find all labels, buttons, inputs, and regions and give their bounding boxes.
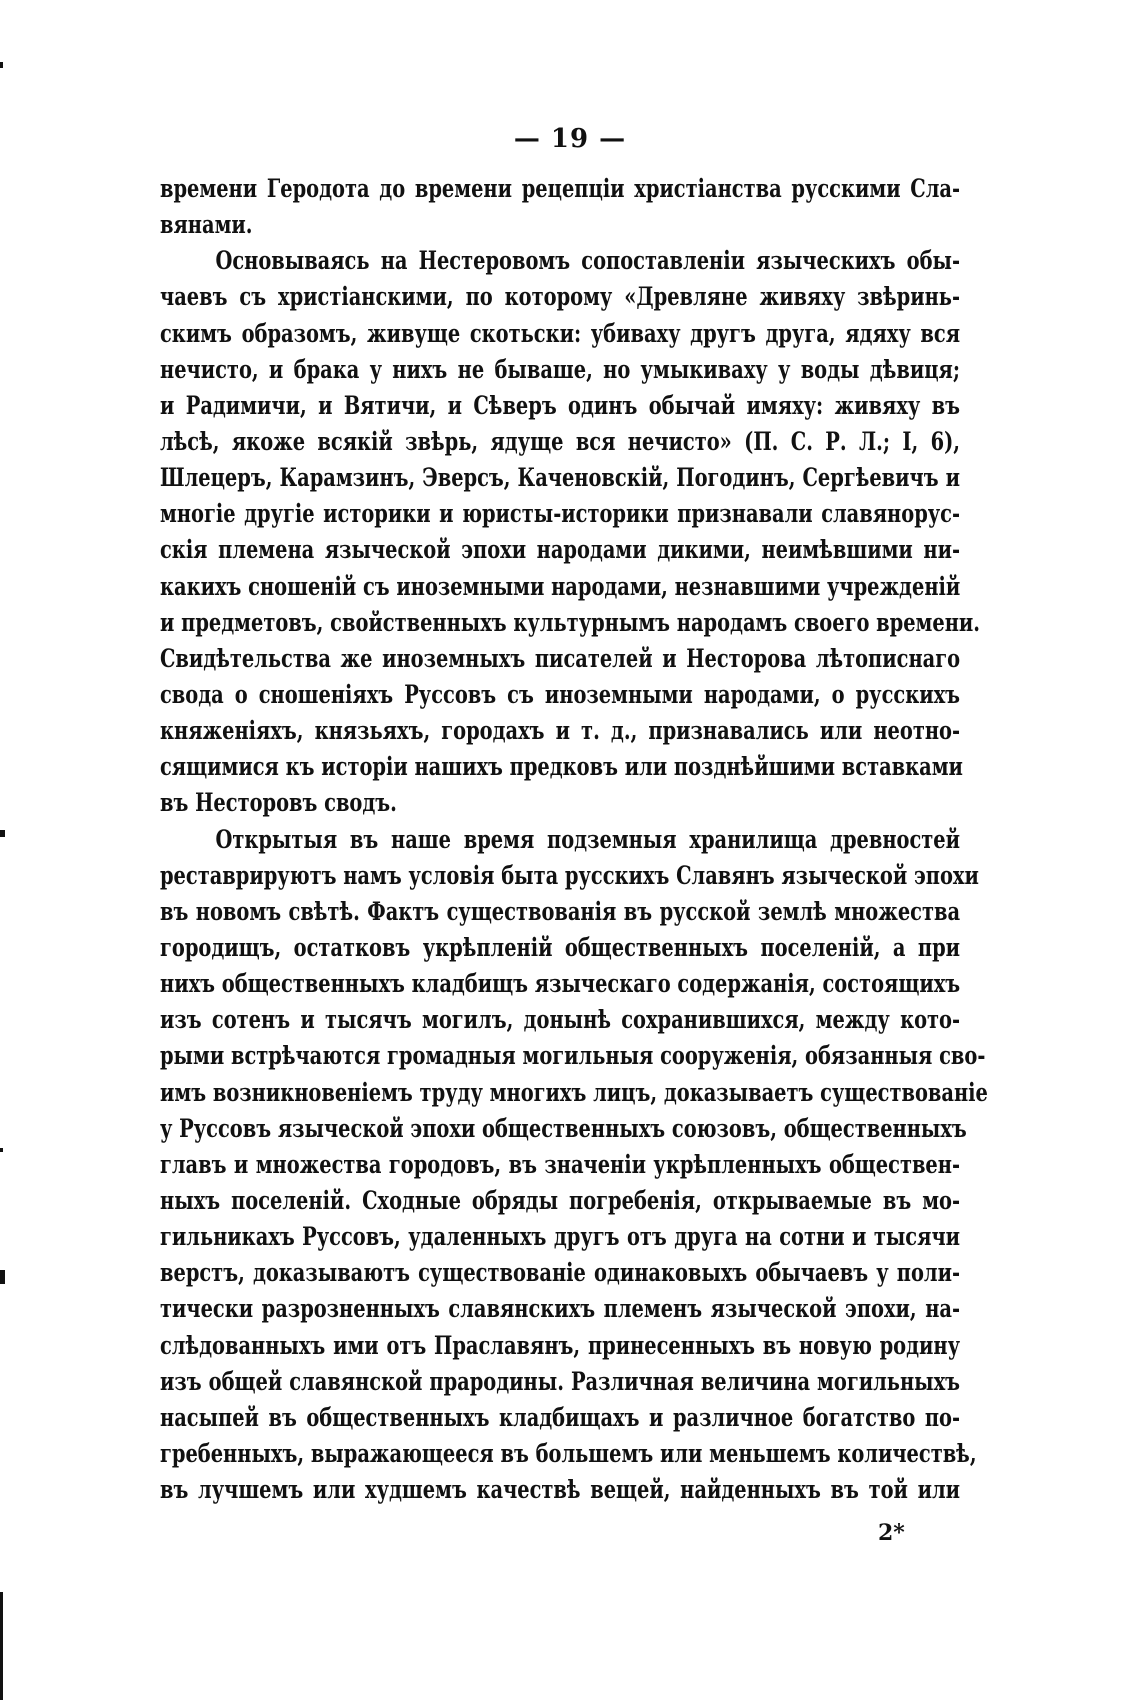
text-line: Шлецеръ, Карамзинъ, Эверсъ, Каченовскій, Погодинъ, Сергѣевичъ и — [160, 462, 961, 493]
scan-edge-mark — [0, 1270, 5, 1284]
text-line: въ лучшемъ или худшемъ качествѣ вещей, найденныхъ въ той или — [160, 1474, 961, 1505]
page-number: — 19 — — [513, 124, 627, 154]
text-line: изъ сотенъ и тысячъ могилъ, донынѣ сохранившихся, между кото- — [160, 1004, 961, 1035]
text-line: многіе другіе историки и юристы-историки признавали славянорус- — [160, 498, 961, 529]
text-line: времени Геродота до времени рецепціи христіанства русскими Сла- — [160, 173, 961, 203]
text-line: Свидѣтельства же иноземныхъ писателей и Несторова лѣтописнаго — [160, 642, 961, 673]
scan-edge-mark — [0, 62, 3, 68]
text-line: имъ возникновеніемъ труду многихъ лицъ, доказываетъ существованіе — [160, 1076, 988, 1107]
text-line: вянами. — [160, 209, 253, 240]
text-line: нихъ общественныхъ кладбищъ языческаго содержанія, состоящихъ — [160, 968, 961, 999]
text-line: скимъ образомъ, живуще скотьски: убиваху другъ друга, ядяху вся — [160, 317, 961, 348]
text-line: нечисто, и брака у нихъ не бываше, но умыкиваху у воды дѣвиця; — [160, 353, 961, 384]
text-line: тически разрозненныхъ славянскихъ племенъ языческой эпохи, на- — [160, 1293, 961, 1324]
text-line: ныхъ поселеній. Сходные обряды погребенія, открываемые въ мо- — [160, 1184, 961, 1215]
text-line: насыпей въ общественныхъ кладбищахъ и различное богатство по- — [160, 1401, 961, 1432]
signature-mark: 2* — [878, 1520, 905, 1546]
text-line: сящимися къ исторіи нашихъ предковъ или позднѣйшими вставками — [160, 751, 963, 782]
text-line: лѣсѣ, якоже всякій звѣрь, ядуще вся нечисто» (П. С. Р. Л.; I, 6), — [160, 425, 961, 456]
text-line: городищъ, остатковъ укрѣпленій общественныхъ поселеній, а при — [160, 931, 961, 962]
text-line: свода о сношеніяхъ Руссовъ съ иноземными народами, о русскихъ — [160, 678, 961, 709]
text-line: въ Несторовъ сводъ. — [160, 787, 397, 818]
scan-edge-mark — [0, 1148, 3, 1152]
text-line: какихъ сношеній съ иноземными народами, незнавшими учрежденій — [160, 570, 961, 601]
text-line: скія племена языческой эпохи народами дикими, неимѣвшими ни- — [160, 534, 961, 565]
text-line: чаевъ съ христіанскими, по которому «Древляне живяху звѣринь- — [160, 281, 961, 312]
text-line: Открытыя въ наше время подземныя хранилища древностей — [215, 823, 961, 854]
text-line: изъ общей славянской прародины. Различная величина могильныхъ — [160, 1365, 961, 1396]
text-line: у Руссовъ языческой эпохи общественныхъ союзовъ, общественныхъ — [160, 1112, 967, 1143]
scan-edge-mark — [0, 830, 5, 837]
text-line: и предметовъ, свойственныхъ культурнымъ народамъ своего времени. — [160, 606, 981, 637]
scan-edge-mark — [0, 1592, 3, 1700]
text-line: гильникахъ Руссовъ, удаленныхъ другъ отъ друга на сотни и тысячи — [160, 1221, 961, 1252]
text-line: слѣдованныхъ ими отъ Праславянъ, принесенныхъ въ новую родину — [160, 1329, 961, 1360]
text-line: рыми встрѣчаются громадныя могильныя сооруженія, обязанныя сво- — [160, 1040, 986, 1071]
text-line: въ новомъ свѣтѣ. Фактъ существованія въ русской землѣ множества — [160, 895, 961, 926]
text-line: главъ и множества городовъ, въ значеніи укрѣпленныхъ обществен- — [160, 1148, 961, 1179]
text-line: Основываясь на Нестеровомъ сопоставленіи языческихъ обы- — [215, 245, 961, 276]
body-text — [160, 170, 988, 1507]
text-line: верстъ, доказываютъ существованіе одинаковыхъ обычаевъ у поли- — [160, 1257, 961, 1288]
text-line: гребенныхъ, выражающееся въ большемъ или меньшемъ количествѣ, — [160, 1437, 977, 1468]
text-line: реставрируютъ намъ условія быта русскихъ Славянъ языческой эпохи — [160, 859, 979, 890]
text-line: княженіяхъ, князьяхъ, городахъ и т. д., признавались или неотно- — [160, 715, 961, 746]
text-line: и Радимичи, и Вятичи, и Сѣверъ одинъ обычай имяху: живяху въ — [160, 389, 961, 420]
